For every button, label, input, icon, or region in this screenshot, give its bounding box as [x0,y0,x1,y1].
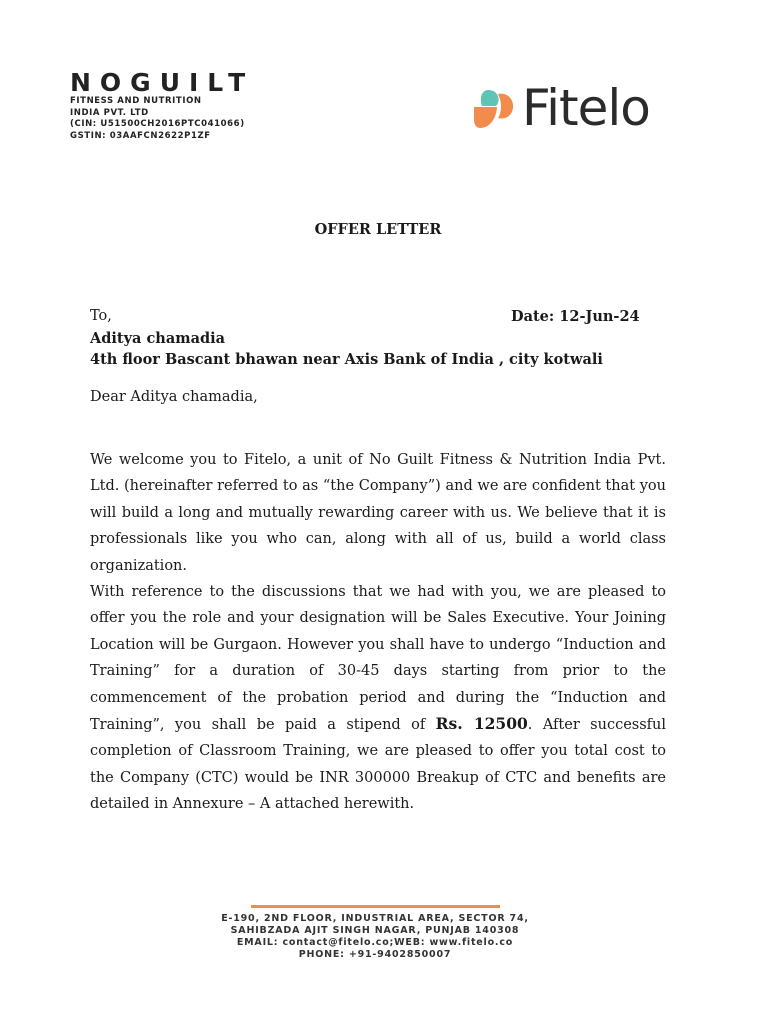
offer-text-part-2: . After successful completion of Classroom Training, we are pleased to offer you total cost to the Company (CTC) would be INR 300000 Breakup of CTC and benefits are detailed in Annexure – A attached herewith. [90,717,666,813]
footer-divider [251,905,500,908]
letter-date: Date: 12-Jun-24 [511,308,640,325]
company-line-2: INDIA PVT. LTD [70,107,149,118]
company-gstin: GSTIN: 03AAFCN2622P1ZF [70,130,211,141]
company-cin: (CIN: U51500CH2016PTC041066) [70,119,245,129]
offer-text-part-1: With reference to the discussions that we had with you, we are pleased to offer you the role and your designation will be Sales Executive. Your Joining Location will be Gurgaon. However you shall have to undergo “Induction and Training” for a duration of 30-45 days starting from prior to the commencement of the probation period and during the “Induction and Training”, you shall be paid a stipend of [90,584,666,734]
fitelo-wordmark: Fitelo [522,79,650,137]
recipient-address: 4th floor Bascant bhawan near Axis Bank of India , city kotwali [90,351,603,368]
stipend-amount: Rs. 12500 [435,714,528,734]
footer-phone: PHONE: +91-9402850007 [298,949,452,960]
fitelo-mark-icon [474,86,516,130]
noguilt-logo [70,70,254,142]
footer-address-line-1: E-190, 2ND FLOOR, INDUSTRIAL AREA, SECTOR 74, [221,913,529,924]
footer-address-line-2: SAHIBZADA AJIT SINGH NAGAR, PUNJAB 140308 [230,925,520,936]
recipient-name: Aditya chamadia [90,330,226,347]
fitelo-logo [474,79,650,137]
offer-paragraph [90,579,666,818]
welcome-paragraph: We welcome you to Fitelo, a unit of No Guilt Fitness & Nutrition India Pvt. Ltd. (hereinafter referred to as “the Company”) and we are confident that you will build a long and mutually rewarding career with us. We believe that it is professionals like you who can, along with all of us, build a world class organization. [90,452,666,574]
noguilt-brand: NOGUILT [70,68,255,97]
recipient-block [90,328,603,370]
company-line-1: FITNESS AND NUTRITION [70,96,202,106]
footer-email-web: EMAIL: contact@fitelo.co;WEB: www.fitelo.co [236,937,514,948]
salutation: Dear Aditya chamadia, [90,389,258,405]
footer-contact [150,913,600,961]
to-label: To, [90,308,112,324]
page-title: OFFER LETTER [314,221,442,238]
